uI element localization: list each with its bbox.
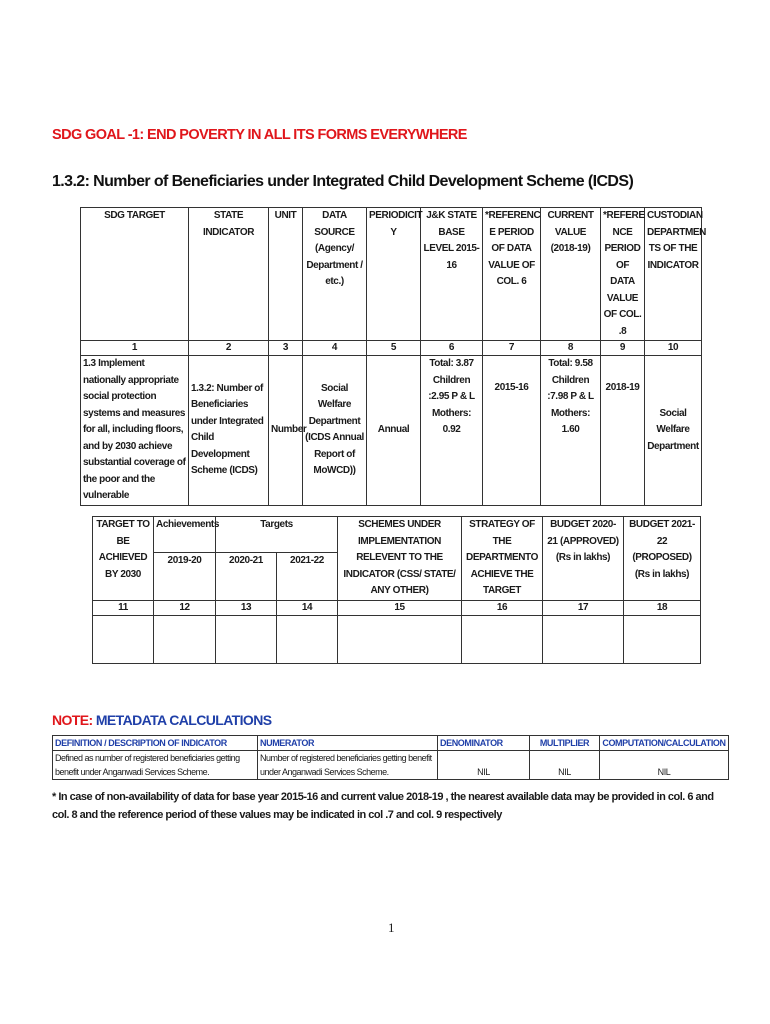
col-number: 3: [269, 341, 303, 356]
cell-reference-col6: 2015-16: [483, 356, 541, 506]
year-2020-21: 2020-21: [216, 553, 277, 601]
cell-sdg-target: 1.3 Implement nationally appropriate social protection systems and measures for all, including floors, and by 2030 achieve substantial coverage of the poor and the vulnerable: [81, 356, 189, 506]
col-number: 4: [303, 341, 367, 356]
col-number: 14: [277, 601, 338, 616]
col-number: 11: [93, 601, 154, 616]
metadata-data-row: [53, 751, 729, 780]
cell-denominator: NIL: [438, 751, 530, 780]
col-number: 8: [541, 341, 601, 356]
page-number: 1: [388, 920, 395, 935]
cell-base-level: Total: 3.87 Children :2.95 P & L Mothers: 0.92: [421, 356, 483, 506]
empty-cell: [338, 616, 462, 664]
col-number: 18: [624, 601, 701, 616]
header-data-source: DATA SOURCE (Agency/ Department / etc.): [303, 208, 367, 341]
header-denominator: DENOMINATOR: [438, 736, 530, 751]
header-sdg-target: SDG TARGET: [81, 208, 189, 341]
col-number: 16: [462, 601, 543, 616]
metadata-header-row: [53, 736, 729, 751]
col-number: 6: [421, 341, 483, 356]
empty-cell: [277, 616, 338, 664]
cell-multiplier: NIL: [530, 751, 600, 780]
cell-periodicity: Annual: [367, 356, 421, 506]
header-target-2030: TARGET TO BE ACHIEVED BY 2030: [93, 517, 154, 601]
header-numerator: NUMERATOR: [258, 736, 438, 751]
empty-cell: [154, 616, 216, 664]
cell-computation: NIL: [600, 751, 729, 780]
header-targets: Targets: [216, 517, 338, 553]
cell-definition: Defined as number of registered beneficiaries getting benefit under Anganwadi Services Scheme.: [53, 751, 258, 780]
cell-reference-col8: 2018-19: [601, 356, 645, 506]
col-number: 5: [367, 341, 421, 356]
indicator-title: 1.3.2: Number of Beneficiaries under Integrated Child Development Scheme (ICDS): [52, 173, 634, 190]
header-base-level: J&K STATE BASE LEVEL 2015-16: [421, 208, 483, 341]
header-reference-col6: *REFERENC E PERIOD OF DATA VALUE OF COL. 6: [483, 208, 541, 341]
cell-data-source: Social Welfare Department (ICDS Annual Report of MoWCD)): [303, 356, 367, 506]
col-number: 17: [543, 601, 624, 616]
header-unit: UNIT: [269, 208, 303, 341]
column-number-row: [93, 601, 701, 616]
header-budget-2020-21: BUDGET 2020-21 (APPROVED) (Rs in lakhs): [543, 517, 624, 601]
empty-data-row: [93, 616, 701, 664]
header-reference-col8: *REFERE NCE PERIOD OF DATA VALUE OF COL. .8: [601, 208, 645, 341]
header-state-indicator: STATE INDICATOR: [189, 208, 269, 341]
header-periodicity: PERIODICIT Y: [367, 208, 421, 341]
note-title: METADATA CALCULATIONS: [95, 712, 272, 728]
empty-cell: [462, 616, 543, 664]
header-definition: DEFINITION / DESCRIPTION OF INDICATOR: [53, 736, 258, 751]
metadata-table: [52, 735, 729, 780]
col-number: 12: [154, 601, 216, 616]
col-number: 9: [601, 341, 645, 356]
cell-unit: Number: [269, 356, 303, 506]
empty-cell: [93, 616, 154, 664]
header-schemes: SCHEMES UNDER IMPLEMENTATION RELEVENT TO THE INDICATOR (CSS/ STATE/ ANY OTHER): [338, 517, 462, 601]
col-number: 1: [81, 341, 189, 356]
header-budget-2021-22: BUDGET 2021-22 (PROPOSED) (Rs in lakhs): [624, 517, 701, 601]
col-number: 15: [338, 601, 462, 616]
data-row: [81, 356, 702, 506]
empty-cell: [624, 616, 701, 664]
header-custodian: CUSTODIAN DEPARTMEN TS OF THE INDICATOR: [645, 208, 702, 341]
col-number: 7: [483, 341, 541, 356]
indicator-table: [80, 207, 706, 506]
year-2019-20: 2019-20: [154, 553, 216, 601]
note-heading: [52, 712, 271, 728]
column-number-row: [81, 341, 702, 356]
header-strategy: STRATEGY OF THE DEPARTMENTO ACHIEVE THE TARGET: [462, 517, 543, 601]
targets-header-row: [93, 517, 701, 553]
empty-cell: [543, 616, 624, 664]
header-current-value: CURRENT VALUE (2018-19): [541, 208, 601, 341]
col-number: 13: [216, 601, 277, 616]
empty-cell: [216, 616, 277, 664]
footnote: * In case of non-availability of data for base year 2015-16 and current value 2018-19 , the nearest available data may be provided in col. 6 and col. 8 and the reference period of these values may be indicated in col .7 and col. 9 respectively: [52, 791, 714, 821]
header-achievements: Achievements: [154, 517, 216, 553]
header-row: [81, 208, 702, 341]
goal-heading: SDG GOAL -1: END POVERTY IN ALL ITS FORMS EVERYWHERE: [52, 127, 467, 143]
cell-custodian: Social Welfare Department: [645, 356, 702, 506]
targets-table: [92, 516, 701, 664]
note-label: NOTE:: [52, 712, 93, 728]
cell-current-value: Total: 9.58 Children :7.98 P & L Mothers: 1.60: [541, 356, 601, 506]
year-2021-22: 2021-22: [277, 553, 338, 601]
header-computation: COMPUTATION/CALCULATION: [600, 736, 729, 751]
cell-numerator: Number of registered beneficiaries getting benefit under Anganwadi Services Scheme.: [258, 751, 438, 780]
col-number: 2: [189, 341, 269, 356]
header-multiplier: MULTIPLIER: [530, 736, 600, 751]
col-number: 10: [645, 341, 702, 356]
cell-state-indicator: 1.3.2: Number of Beneficiaries under Integrated Child Development Scheme (ICDS): [189, 356, 269, 506]
